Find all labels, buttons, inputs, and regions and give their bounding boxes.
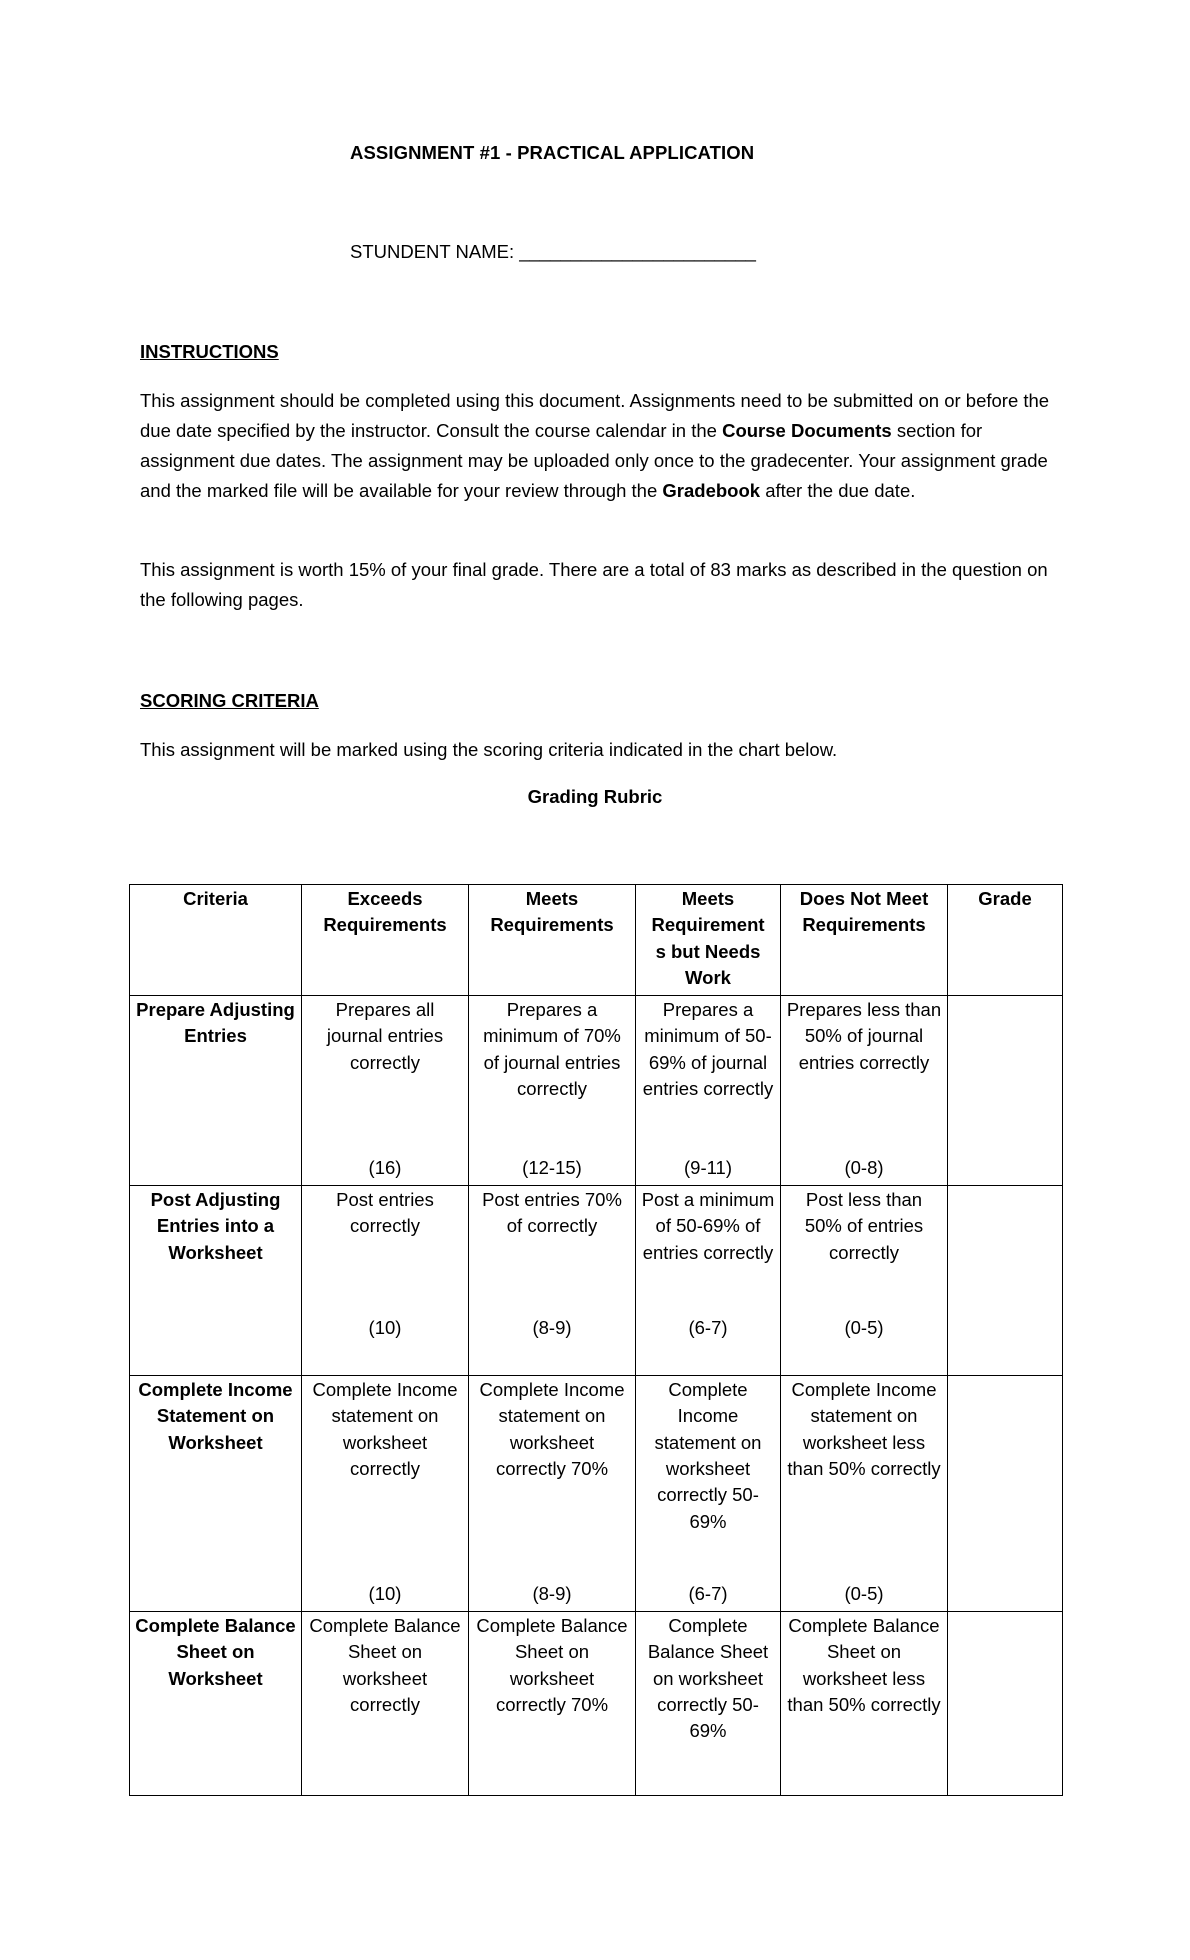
header-exceeds: Exceeds Requirements (302, 885, 469, 996)
course-documents-text: Course Documents (722, 420, 892, 441)
rubric-header-row (130, 885, 1063, 996)
exceeds-cell: Prepares all journal entries correctly (16) (302, 996, 469, 1186)
header-grade: Grade (948, 885, 1063, 996)
score-range: (0-5) (844, 1582, 884, 1604)
does-not-meet-cell: Complete Income statement on worksheet less than 50% correctly (0-5) (781, 1376, 948, 1612)
student-name-line: STUNDENT NAME: _______________________ (350, 241, 756, 262)
exceeds-cell: Post entries correctly (10) (302, 1186, 469, 1376)
header-meets: Meets Requirements (469, 885, 636, 996)
table-row (130, 1376, 1063, 1612)
table-row (130, 1186, 1063, 1376)
criteria-cell: Post Adjusting Entries into a Worksheet (130, 1186, 302, 1376)
does-not-meet-cell: Prepares less than 50% of journal entries correctly (0-8) (781, 996, 948, 1186)
criteria-cell: Prepare Adjusting Entries (130, 996, 302, 1186)
score-range: (8-9) (532, 1316, 572, 1338)
score-range: (6-7) (688, 1582, 728, 1604)
does-not-meet-cell: Post less than 50% of entries correctly (0-5) (781, 1186, 948, 1376)
score-range: (16) (368, 1156, 402, 1178)
score-range: (8-9) (532, 1582, 572, 1604)
criteria-cell: Complete Balance Sheet on Worksheet (130, 1612, 302, 1796)
score-range: (0-8) (844, 1156, 884, 1178)
score-range: (10) (368, 1316, 402, 1338)
grade-cell[interactable] (948, 1612, 1063, 1796)
needs-work-cell: Complete Income statement on worksheet correctly 50-69% (6-7) (636, 1376, 781, 1612)
does-not-meet-cell: Complete Balance Sheet on worksheet less than 50% correctly (781, 1612, 948, 1796)
needs-work-cell: Complete Balance Sheet on worksheet correctly 50-69% (636, 1612, 781, 1796)
score-range: (12-15) (522, 1156, 582, 1178)
exceeds-cell: Complete Income statement on worksheet correctly (10) (302, 1376, 469, 1612)
needs-work-cell: Prepares a minimum of 50-69% of journal entries correctly (9-11) (636, 996, 781, 1186)
grade-cell[interactable] (948, 1376, 1063, 1612)
grade-cell[interactable] (948, 1186, 1063, 1376)
header-meets-needs-work: Meets Requirement s but Needs Work (636, 885, 781, 996)
grade-cell[interactable] (948, 996, 1063, 1186)
rubric-title: Grading Rubric (527, 786, 663, 807)
exceeds-cell: Complete Balance Sheet on worksheet correctly (302, 1612, 469, 1796)
gradebook-text: Gradebook (662, 480, 761, 501)
instructions-paragraph-2: This assignment is worth 15% of your final grade. There are a total of 83 marks as described in the question on the following pages. (140, 559, 1048, 610)
header-criteria: Criteria (130, 885, 302, 996)
meets-cell: Complete Balance Sheet on worksheet correctly 70% (469, 1612, 636, 1796)
table-row (130, 996, 1063, 1186)
meets-cell: Post entries 70% of correctly (8-9) (469, 1186, 636, 1376)
scoring-paragraph: This assignment will be marked using the scoring criteria indicated in the chart below. (140, 739, 838, 760)
scoring-criteria-heading: SCORING CRITERIA (140, 690, 319, 711)
meets-cell: Prepares a minimum of 70% of journal entries correctly (12-15) (469, 996, 636, 1186)
instructions-paragraph-1: This assignment should be completed using this document. Assignments need to be submitted on or before the due date specified by the instructor. Consult the course calendar in the Course Documents section for assignment due dates. The assignment may be uploaded only once to the gradecenter. Your assignment grade and the marked file will be available for your review through the Gradebook after the due date. (140, 390, 1050, 501)
score-range: (9-11) (684, 1156, 732, 1178)
instructions-heading: INSTRUCTIONS (140, 341, 279, 362)
score-range: (6-7) (688, 1316, 728, 1338)
table-row (130, 1612, 1063, 1796)
header-does-not-meet: Does Not Meet Requirements (781, 885, 948, 996)
needs-work-cell: Post a minimum of 50-69% of entries correctly (6-7) (636, 1186, 781, 1376)
score-range: (0-5) (844, 1316, 884, 1338)
criteria-cell: Complete Income Statement on Worksheet (130, 1376, 302, 1612)
grading-rubric-table (129, 884, 1063, 1796)
score-range: (10) (368, 1582, 402, 1604)
page-title: ASSIGNMENT #1 - PRACTICAL APPLICATION (350, 142, 755, 163)
meets-cell: Complete Income statement on worksheet correctly 70% (8-9) (469, 1376, 636, 1612)
